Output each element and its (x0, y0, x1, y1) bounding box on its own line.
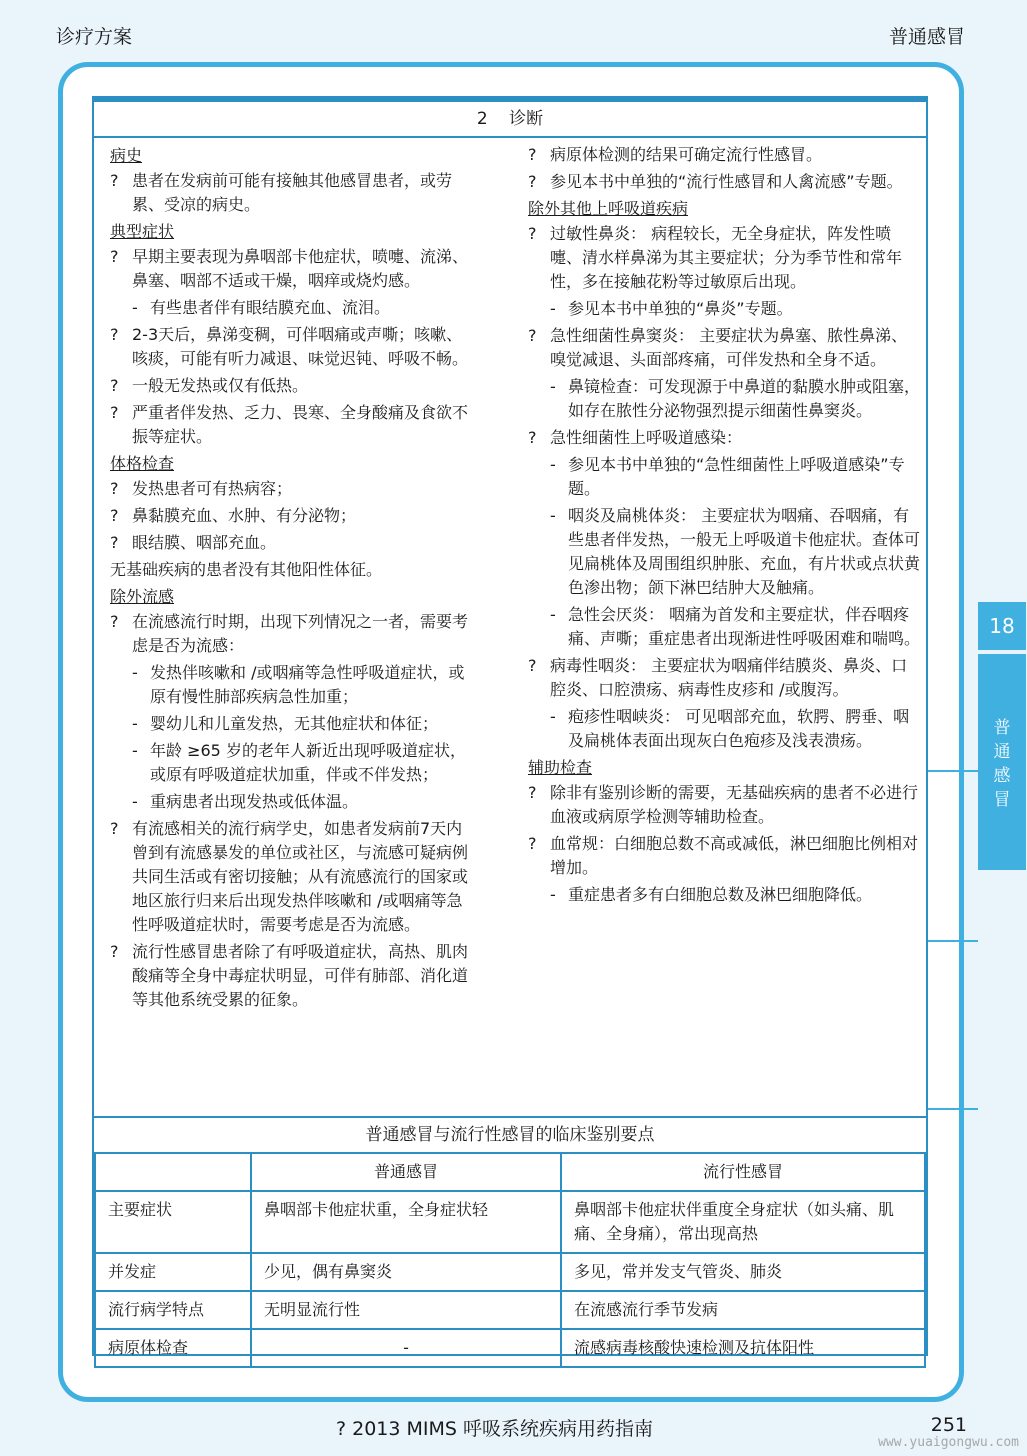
bullet-marker: ? (528, 834, 537, 853)
row-label: 流行病学特点 (95, 1291, 251, 1329)
table-header-row (95, 1153, 925, 1191)
list-item (528, 654, 920, 702)
chapter-label (978, 654, 1026, 870)
list-item-text: 急性细菌性鼻窦炎： 主要症状为鼻塞、脓性鼻涕、嗅觉减退、头面部疼痛，可伴发热和全身不适。 (550, 326, 908, 369)
dash-marker: - (550, 605, 556, 624)
table-title: 普通感冒与流行性感冒的临床鉴别要点 (94, 1116, 926, 1154)
dash-marker: - (550, 506, 556, 525)
sub-item (110, 712, 478, 736)
table-cell: 流感病毒核酸快速检测及抗体阳性 (561, 1329, 925, 1367)
list-item-text: 一般无发热或仅有低热。 (132, 376, 309, 395)
sub-item-text: 发热伴咳嗽和 /或咽痛等急性呼吸道症状，或原有慢性肺部疾病急性加重； (150, 663, 465, 706)
side-rule (928, 1108, 978, 1110)
list-item-text: 患者在发病前可能有接触其他感冒患者，或劳累、受凉的病史。 (132, 171, 453, 214)
list-item (110, 169, 478, 217)
sub-item (528, 603, 920, 651)
right-column (528, 142, 920, 910)
sub-item (528, 453, 920, 501)
list-item (528, 832, 920, 880)
list-item-text: 在流感流行时期，出现下列情况之一者，需要考虑是否为流感： (132, 612, 469, 655)
list-item-text: 急性细菌性上呼吸道感染： (550, 428, 743, 447)
list-item-text: 有流感相关的流行病学史，如患者发病前7天内曾到有流感暴发的单位或社区，与流感可疑病例共同生活或有密切接触；从有流感流行的国家或地区旅行归来后出现发热伴咳嗽和 /或咽痛等急性呼吸道症状时，需要考虑是否为流感。 (132, 819, 469, 934)
comparison-table (94, 1152, 926, 1368)
history-heading: 病史 (110, 146, 143, 165)
list-item-text: 血常规：白细胞总数不高或减低，淋巴细胞比例相对增加。 (550, 834, 919, 877)
dash-marker: - (550, 707, 556, 726)
row-label: 主要症状 (95, 1191, 251, 1253)
list-item (110, 531, 478, 555)
dash-marker: - (132, 792, 138, 811)
table-cell: 鼻咽部卡他症状重，全身症状轻 (251, 1191, 561, 1253)
chapter-label-text (978, 716, 1026, 812)
bullet-marker: ? (528, 172, 537, 191)
sub-item-text: 重病患者出现发热或低体温。 (150, 792, 359, 811)
footer-text: ? 2013 MIMS 呼吸系统疾病用药指南 (336, 1418, 654, 1440)
section-title-text: 诊断 (509, 109, 544, 129)
bullet-marker: ? (110, 942, 119, 961)
list-item-text: 除非有鉴别诊断的需要，无基础疾病的患者不必进行血液或病原学检测等辅助检查。 (550, 783, 919, 826)
list-item (110, 504, 478, 528)
column-header: 流行性感冒 (561, 1153, 925, 1191)
dash-marker: - (550, 377, 556, 396)
dash-marker: - (132, 714, 138, 733)
chapter-tab[interactable] (978, 602, 1026, 870)
sub-item (528, 375, 920, 423)
sub-item (110, 739, 478, 787)
bullet-marker: ? (528, 656, 537, 675)
list-item-text: 病毒性咽炎： 主要症状为咽痛伴结膜炎、鼻炎、口腔炎、口腔溃疡、病毒性皮疹和 /或腹泻。 (550, 656, 908, 699)
bullet-marker: ? (110, 612, 119, 631)
list-item (110, 401, 478, 449)
list-item (110, 940, 478, 1012)
table-corner-cell (95, 1153, 251, 1191)
bullet-marker: ? (110, 506, 119, 525)
row-label: 并发症 (95, 1253, 251, 1291)
list-item (110, 817, 478, 937)
sub-item (110, 790, 478, 814)
chapter-label-char: 冒 (993, 790, 1011, 810)
list-item (528, 426, 920, 450)
list-item (528, 222, 920, 294)
sub-item (528, 297, 920, 321)
sub-item-text: 鼻镜检查：可发现源于中鼻道的黏膜水肿或阻塞，如存在脓性分泌物强烈提示细菌性鼻窦炎。 (568, 377, 921, 420)
bullet-marker: ? (528, 428, 537, 447)
left-column (110, 142, 478, 1015)
chapter-label-char: 普 (993, 718, 1011, 738)
dash-marker: - (132, 663, 138, 682)
sub-item (528, 705, 920, 753)
list-item-text: 2-3天后，鼻涕变稠，可伴咽痛或声嘶；咳嗽、咳痰，可能有听力减退、味觉迟钝、呼吸不畅。 (132, 325, 469, 368)
list-item (528, 781, 920, 829)
table-row (95, 1291, 925, 1329)
table-cell: - (251, 1329, 561, 1367)
chapter-label-char: 感 (993, 766, 1011, 786)
sub-item (110, 296, 478, 320)
bullet-marker: ? (110, 325, 119, 344)
chapter-number: 18 (978, 602, 1026, 650)
section-number: 2 (476, 109, 488, 129)
list-item-text: 鼻黏膜充血、水肿、有分泌物； (132, 506, 357, 525)
page-number: 251 (930, 1414, 967, 1436)
list-item (528, 170, 920, 194)
diagnosis-panel (92, 96, 928, 1356)
bullet-marker: ? (110, 533, 119, 552)
sub-item-text: 年龄 ≥65 岁的老年人新近出现呼吸道症状，或原有呼吸道症状加重，伴或不伴发热； (150, 741, 466, 784)
dash-marker: - (550, 299, 556, 318)
list-item-text: 过敏性鼻炎： 病程较长，无全身症状，阵发性喷嚏、清水样鼻涕为其主要症状；分为季节性和常年性，多在接触花粉等过敏原后出现。 (550, 224, 903, 291)
list-item (110, 374, 478, 398)
bullet-marker: ? (110, 819, 119, 838)
dash-marker: - (132, 298, 138, 317)
list-item (110, 323, 478, 371)
list-item (110, 477, 478, 501)
list-item (528, 143, 920, 167)
table-row (95, 1329, 925, 1367)
dash-marker: - (132, 741, 138, 760)
list-item-text: 眼结膜、咽部充血。 (132, 533, 277, 552)
table-cell: 少见，偶有鼻窦炎 (251, 1253, 561, 1291)
other-diseases-heading: 除外其他上呼吸道疾病 (528, 199, 689, 218)
bullet-marker: ? (110, 403, 119, 422)
sub-item-text: 重症患者多有白细胞总数及淋巴细胞降低。 (568, 885, 873, 904)
exam-heading: 体格检查 (110, 454, 175, 473)
table-cell: 在流感流行季节发病 (561, 1291, 925, 1329)
aux-exam-heading: 辅助检查 (528, 758, 593, 777)
bullet-marker: ? (110, 376, 119, 395)
bullet-marker: ? (528, 224, 537, 243)
bullet-marker: ? (110, 479, 119, 498)
sub-item (110, 661, 478, 709)
sub-item-text: 咽炎及扁桃体炎： 主要症状为咽痛、吞咽痛，有些患者伴发热，一般无上呼吸道卡他症状。查体可见扁桃体及周围组织肿胀、充血，有片状或点状黄色渗出物；颌下淋巴结肿大及触痛。 (568, 506, 921, 597)
section-title (94, 102, 926, 138)
bullet-marker: ? (528, 326, 537, 345)
symptoms-heading: 典型症状 (110, 222, 175, 241)
bullet-marker: ? (110, 171, 119, 190)
header-section-label: 诊疗方案 (56, 26, 133, 48)
list-item-text: 严重者伴发热、乏力、畏寒、全身酸痛及食欲不振等症状。 (132, 403, 469, 446)
table-row (95, 1191, 925, 1253)
flu-heading: 除外流感 (110, 587, 175, 606)
sub-item-text: 参见本书中单独的“急性细菌性上呼吸道感染”专题。 (568, 455, 905, 498)
list-item-text: 流行性感冒患者除了有呼吸道症状，高热、肌肉酸痛等全身中毒症状明显，可伴有肺部、消化道等其他系统受累的征象。 (132, 942, 469, 1009)
sub-item-text: 参见本书中单独的“鼻炎”专题。 (568, 299, 793, 318)
chapter-label-char: 通 (993, 742, 1011, 762)
list-item-text: 早期主要表现为鼻咽部卡他症状，喷嚏、流涕、鼻塞、咽部不适或干燥，咽痒或烧灼感。 (132, 247, 469, 290)
list-item-text: 发热患者可有热病容； (132, 479, 293, 498)
sub-item-text: 婴幼儿和儿童发热，无其他症状和体征； (150, 714, 439, 733)
sub-item (528, 883, 920, 907)
list-item-text: 病原体检测的结果可确定流行性感冒。 (550, 145, 823, 164)
bullet-marker: ? (110, 247, 119, 266)
watermark: www.yuaigongwu.com (878, 1435, 1019, 1450)
table-row (95, 1253, 925, 1291)
sub-item-text: 急性会厌炎： 咽痛为首发和主要症状，伴吞咽疼痛、声嘶；重症患者出现渐进性呼吸困难和喘鸣。 (568, 605, 921, 648)
sub-item (528, 504, 920, 600)
table-cell: 无明显流行性 (251, 1291, 561, 1329)
sub-item-text: 有些患者伴有眼结膜充血、流泪。 (150, 298, 391, 317)
row-label: 病原体检查 (95, 1329, 251, 1367)
exam-note: 无基础疾病的患者没有其他阳性体征。 (110, 560, 383, 579)
column-header: 普通感冒 (251, 1153, 561, 1191)
dash-marker: - (550, 885, 556, 904)
side-rule (928, 940, 978, 942)
list-item (110, 610, 478, 658)
list-item (528, 324, 920, 372)
table-cell: 多见，常并发支气管炎、肺炎 (561, 1253, 925, 1291)
header-topic-label: 普通感冒 (888, 26, 965, 48)
side-rule (928, 770, 978, 772)
bullet-marker: ? (528, 783, 537, 802)
bullet-marker: ? (528, 145, 537, 164)
list-item (110, 245, 478, 293)
dash-marker: - (550, 455, 556, 474)
sub-item-text: 疱疹性咽峡炎： 可见咽部充血，软腭、腭垂、咽及扁桃体表面出现灰白色疱疹及浅表溃疡。 (568, 707, 910, 750)
list-item-text: 参见本书中单独的“流行性感冒和人禽流感”专题。 (550, 172, 903, 191)
table-cell: 鼻咽部卡他症状伴重度全身症状（如头痛、肌痛、全身痛），常出现高热 (561, 1191, 925, 1253)
